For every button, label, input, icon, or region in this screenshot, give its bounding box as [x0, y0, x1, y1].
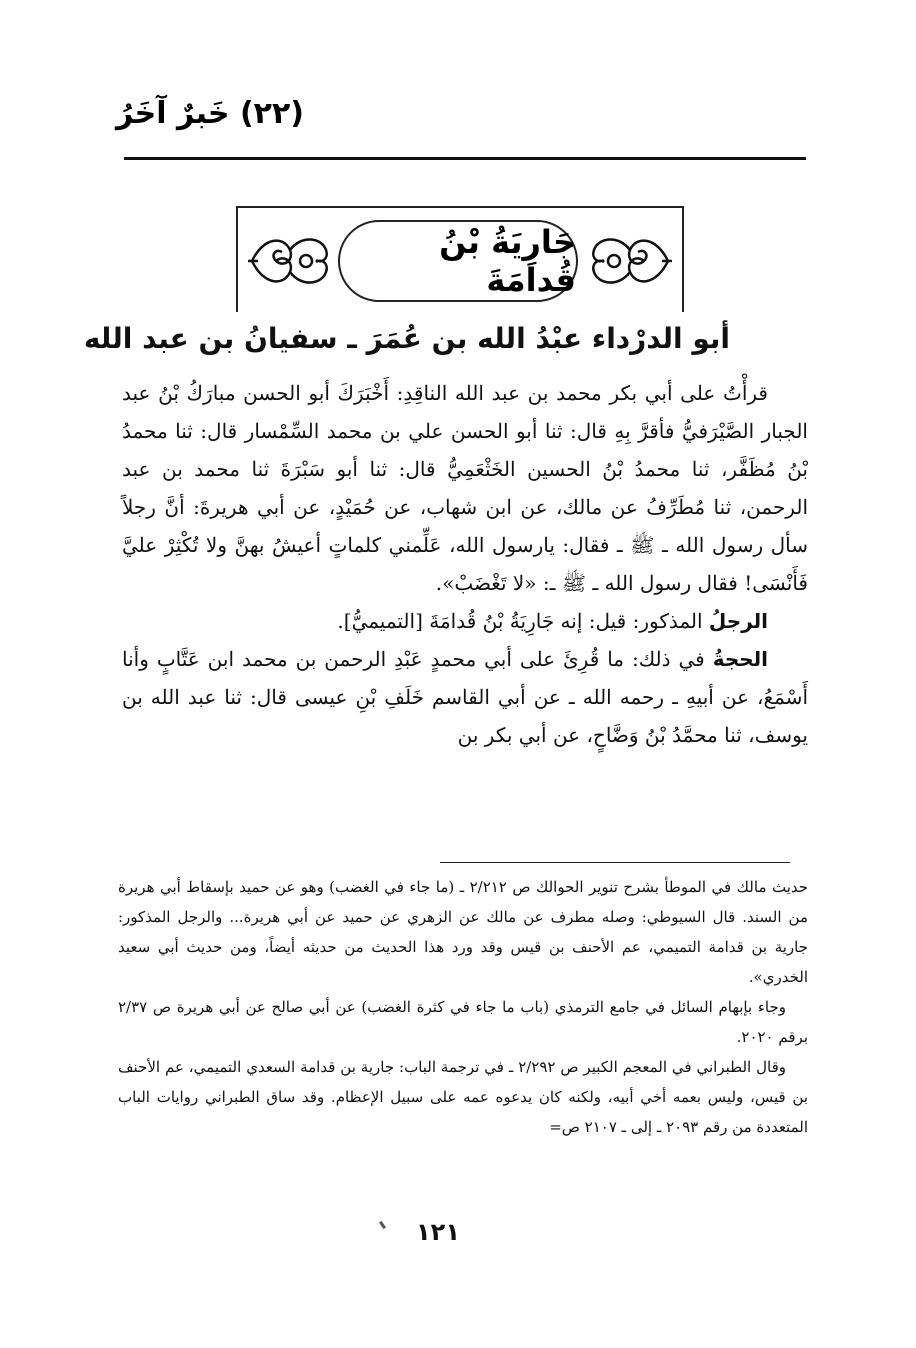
footnotes [118, 872, 808, 1142]
footnote: وقال الطبراني في المعجم الكبير ص ٢/٢٩٢ ـ في ترجمة الباب: جارية بن قدامة السعدي التميمي، عم الأحنف بن قيس، وليس بعمه أخي أبيه، ولكنه كان يدعوه عمه على سبيل الإعظام. وقد ساق الطبراني روايات الباب المتعددة من رقم ٢٠٩٣ ـ إلى ـ ٢١٠٧ ص= [118, 1058, 808, 1136]
paragraph-hadith: قرأْتُ على أبي بكر محمد بن عبد الله الناقِدِ: أَخْبَرَكَ أبو الحسن مبارَكُ بْنُ عبد الجبار الصَّيْرَفيُّ فأقرَّ بِهِ قال: ثنا أبو الحسن علي بن محمد السِّمْسار قال: ثنا محمدُ بْنُ مُظَفَّر، ثنا محمدُ بْنُ الحسين الخَثْعَمِيُّ قال: ثنا أبو سَبْرَةَ ثنا محمد بن عبد الرحمن، ثنا مُطَرِّفُ عن مالك، عن ابن شهاب، عن حُمَيْدٍ، عن أبي هريرةَ: أنَّ رجلاً سأل رسول الله ـ ﷺ ـ فقال: يارسول الله، عَلِّمني كلماتٍ أعيشُ بهنَّ ولا تُكْثِرْ عليَّ فَأَنْسَى! فقال رسول الله ـ ﷺ ـ: «لا تَغْضَبْ». [122, 381, 808, 595]
banner-title: جَارِيَةُ بْنُ قُدامَةَ [439, 223, 576, 299]
stray-mark [379, 1221, 386, 1229]
paragraph-label: الرجلُ [708, 609, 768, 633]
chapter-heading: أبو الدرْداء عبْدُ الله بن عُمَرَ ـ سفيانُ بن عبد الله [83, 322, 730, 355]
page-number: ١٢١ [416, 1218, 460, 1246]
footnote-rule [440, 862, 790, 863]
arabesque-ornament-icon [588, 228, 674, 294]
footnote: حديث مالك في الموطأ بشرح تنوير الحوالك ص ٢/٢١٢ ـ (ما جاء في الغضب) وهو عن حميد بإسقاط أبي هريرة من السند. قال السيوطي: وصله مطرف عن مالك عن الزهري عن حميد عن أبي هريرة... والرجل المذكور: جارية بن قدامة التميمي، عم الأحنف بن قيس وقد ورد هذا الحديث من حديثه أيضاً، ومن حديث أبي سعيد الخدري». [118, 878, 809, 986]
paragraph-proof [122, 640, 808, 754]
paragraph-text: في ذلك: ما قُرِئَ على أبي محمدٍ عَبْدِ الرحمن بن محمد ابن عَتَّابٍ وأنا أَسْمَعُ، عن أبيهِ ـ رحمه الله ـ عن أبي القاسم خَلَفِ بْنِ عيسى قال: ثنا عبد الله بن يوسف، ثنا محمَّدُ بْنُ وَضَّاحٍ، عن أبي بكر بن [122, 647, 808, 747]
banner-oval [338, 220, 578, 302]
paragraph-man [122, 602, 808, 640]
main-text [122, 374, 808, 754]
header-rule [124, 157, 806, 160]
arabesque-ornament-icon [246, 228, 332, 294]
chapter-banner [236, 206, 684, 312]
paragraph-label: الحجةُ [712, 647, 769, 671]
paragraph-text: المذكور: قيل: إنه جَارِيَةُ بْنُ قُدامَةَ [التميميُّ]. [337, 609, 703, 633]
footnote: وجاء بإبهام السائل في جامع الترمذي (باب ما جاء في كثرة الغضب) عن أبي صالح عن أبي هريرة ص ٢/٣٧ برقم ٢٠٢٠. [118, 998, 808, 1046]
running-title: (٢٢) خَبرٌ آخَرُ [115, 96, 304, 131]
